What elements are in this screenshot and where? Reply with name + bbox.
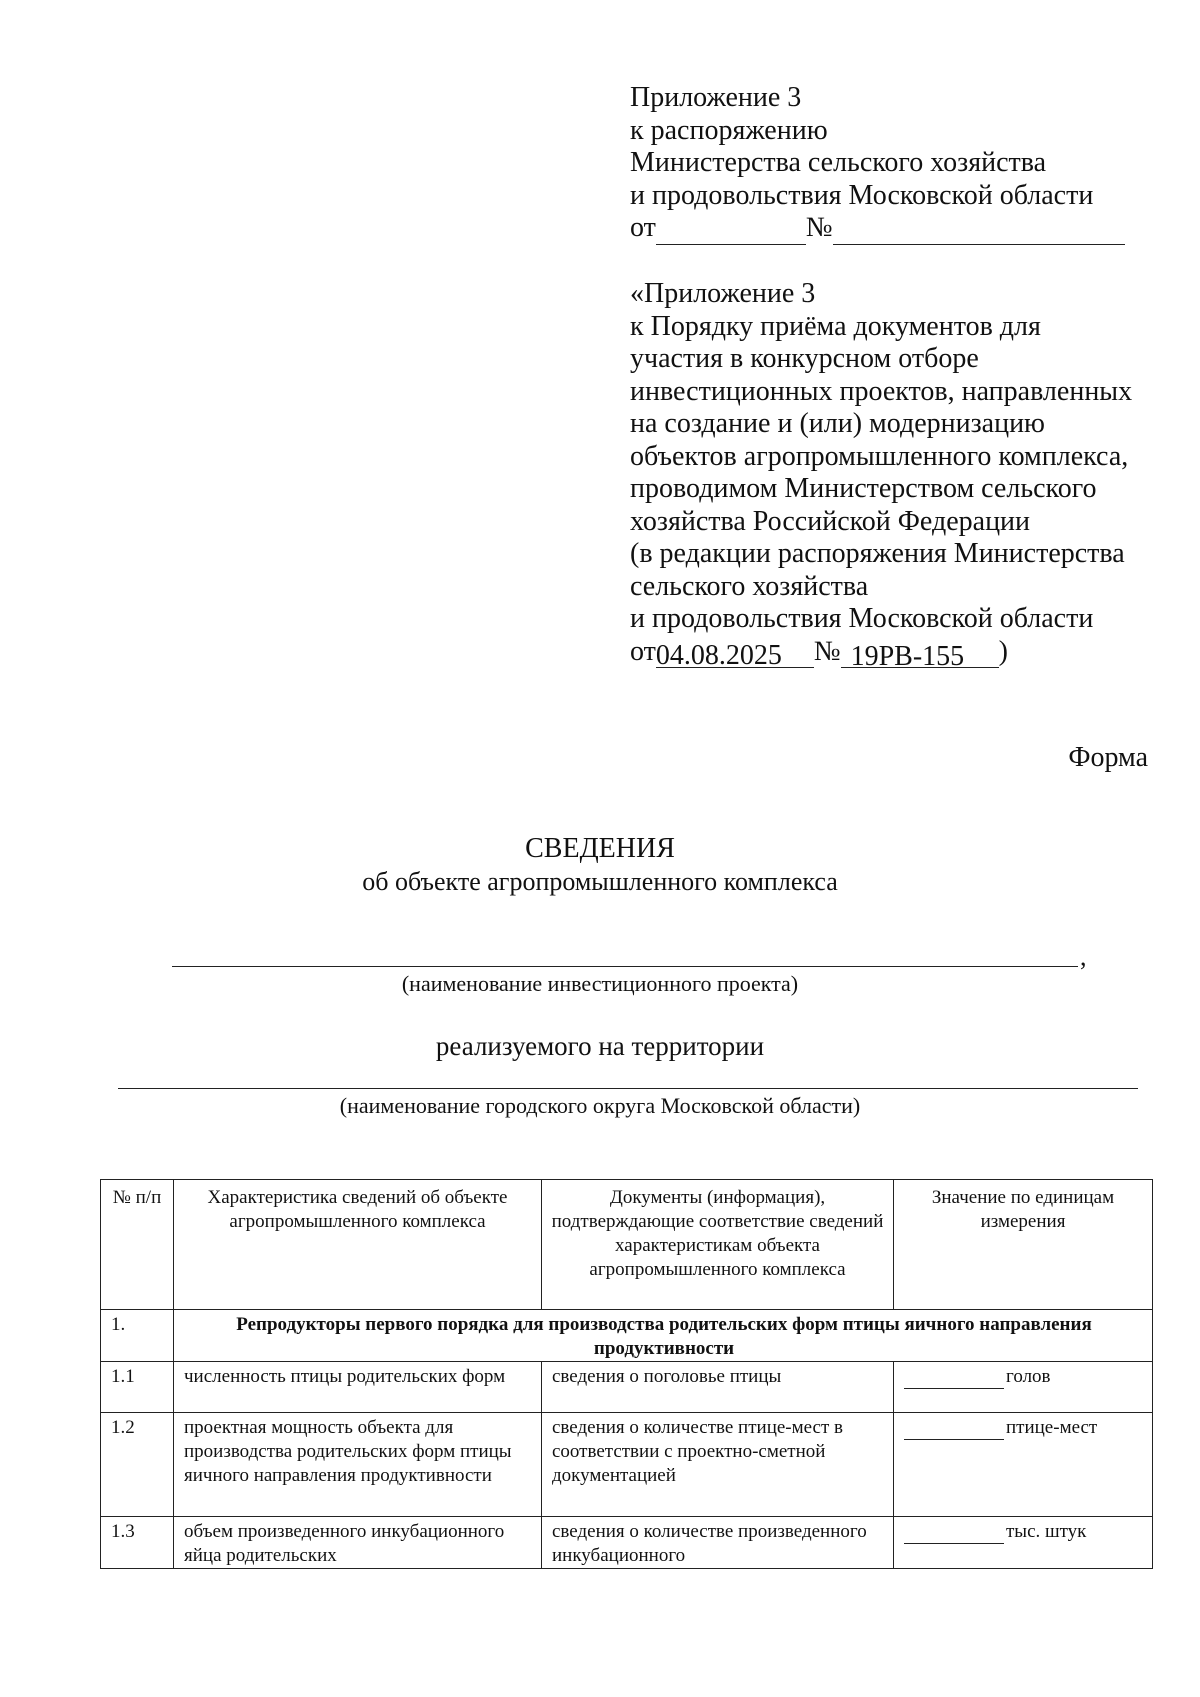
annex-quoted-line: инвестиционных проектов, направленных bbox=[630, 375, 1133, 407]
territory-caption: (наименование городского округа Московской области) bbox=[339, 1093, 861, 1118]
form-label: Форма bbox=[1068, 742, 1148, 773]
section-row bbox=[101, 1310, 1153, 1362]
header-characteristic: Характеристика сведений об объекте агропромышленного комплекса bbox=[174, 1180, 542, 1310]
table-row bbox=[101, 1362, 1153, 1413]
annex-line: и продовольствия Московской области bbox=[630, 179, 1094, 211]
value-blank bbox=[904, 1419, 1004, 1440]
header-documents: Документы (информация), подтверждающие соответствие сведений характеристикам объекта агропромышленного комплекса bbox=[542, 1180, 894, 1310]
row-value bbox=[894, 1362, 1153, 1413]
annex-current bbox=[630, 82, 1125, 245]
number-prefix: № bbox=[805, 212, 833, 243]
header-num: № п/п bbox=[101, 1180, 174, 1310]
info-table bbox=[100, 1179, 1153, 1569]
number-value: 19РВ-155 bbox=[841, 641, 999, 668]
document-subtitle: об объекте агропромышленного комплекса bbox=[362, 867, 838, 896]
date-prefix: от bbox=[630, 212, 656, 243]
date-prefix: от bbox=[630, 635, 656, 667]
row-value bbox=[894, 1517, 1153, 1569]
annex-quoted-line: к Порядку приёма документов для bbox=[630, 310, 1041, 342]
section-num: 1. bbox=[101, 1310, 174, 1362]
value-blank bbox=[904, 1368, 1004, 1389]
annex-quoted-line: (в редакции распоряжения Министерства bbox=[630, 538, 1125, 569]
project-comma: , bbox=[1080, 942, 1087, 971]
annex-quoted-line: объектов агропромышленного комплекса, bbox=[630, 440, 1129, 472]
row-documents: сведения о количестве произведенного инкубационного bbox=[542, 1517, 894, 1569]
row-characteristic: численность птицы родительских форм bbox=[174, 1362, 542, 1413]
document-title: СВЕДЕНИЯ bbox=[525, 833, 675, 864]
annex-line: Приложение 3 bbox=[630, 82, 802, 113]
row-unit: голов bbox=[1006, 1366, 1051, 1387]
project-caption: (наименование инвестиционного проекта) bbox=[401, 971, 799, 996]
table-row bbox=[101, 1517, 1153, 1569]
row-unit: тыс. штук bbox=[1006, 1521, 1087, 1542]
number-blank bbox=[833, 217, 1125, 245]
date-blank bbox=[656, 217, 806, 245]
annex-quoted-line: на создание и (или) модернизацию bbox=[630, 408, 1045, 439]
row-unit: птице-мест bbox=[1006, 1417, 1098, 1438]
header-value: Значение по единицам измерения bbox=[894, 1180, 1153, 1310]
annex-quoted-date-number-line bbox=[630, 635, 1132, 672]
annex-quoted bbox=[630, 278, 1133, 672]
annex-line: к распоряжению bbox=[630, 114, 828, 146]
annex-quoted-line: хозяйства Российской Федерации bbox=[630, 505, 1031, 537]
table-header-row bbox=[101, 1180, 1153, 1310]
annex-quoted-line: участия в конкурсном отборе bbox=[630, 343, 979, 374]
territory-name-line bbox=[118, 1088, 1138, 1089]
row-num: 1.3 bbox=[101, 1517, 174, 1569]
row-value bbox=[894, 1413, 1153, 1517]
row-documents: сведения о поголовье птицы bbox=[542, 1362, 894, 1413]
row-num: 1.1 bbox=[101, 1362, 174, 1413]
section-title: Репродукторы первого порядка для производства родительских форм птицы яичного направления продуктивности bbox=[174, 1310, 1153, 1362]
annex-quoted-line: проводимом Министерством сельского bbox=[630, 473, 1097, 504]
number-prefix: № bbox=[813, 635, 841, 667]
project-name-line bbox=[172, 966, 1078, 967]
row-characteristic: объем произведенного инкубационного яйца родительских bbox=[174, 1517, 542, 1569]
row-documents: сведения о количестве птице-мест в соответствии с проектно-сметной документацией bbox=[542, 1413, 894, 1517]
closing-paren: ) bbox=[998, 635, 1008, 667]
annex-date-number-line bbox=[630, 212, 1125, 245]
annex-quoted-line: сельского хозяйства bbox=[630, 570, 869, 602]
row-num: 1.2 bbox=[101, 1413, 174, 1517]
annex-quoted-line: и продовольствия Московской области bbox=[630, 603, 1094, 634]
territory-label: реализуемого на территории bbox=[435, 1031, 765, 1061]
table-row bbox=[101, 1413, 1153, 1517]
value-blank bbox=[904, 1523, 1004, 1544]
annex-quoted-line: «Приложение 3 bbox=[630, 278, 816, 309]
annex-line: Министерства сельского хозяйства bbox=[630, 147, 1047, 178]
row-characteristic: проектная мощность объекта для производства родительских форм птицы яичного направления продуктивности bbox=[174, 1413, 542, 1517]
date-value: 04.08.2025 bbox=[656, 640, 814, 668]
